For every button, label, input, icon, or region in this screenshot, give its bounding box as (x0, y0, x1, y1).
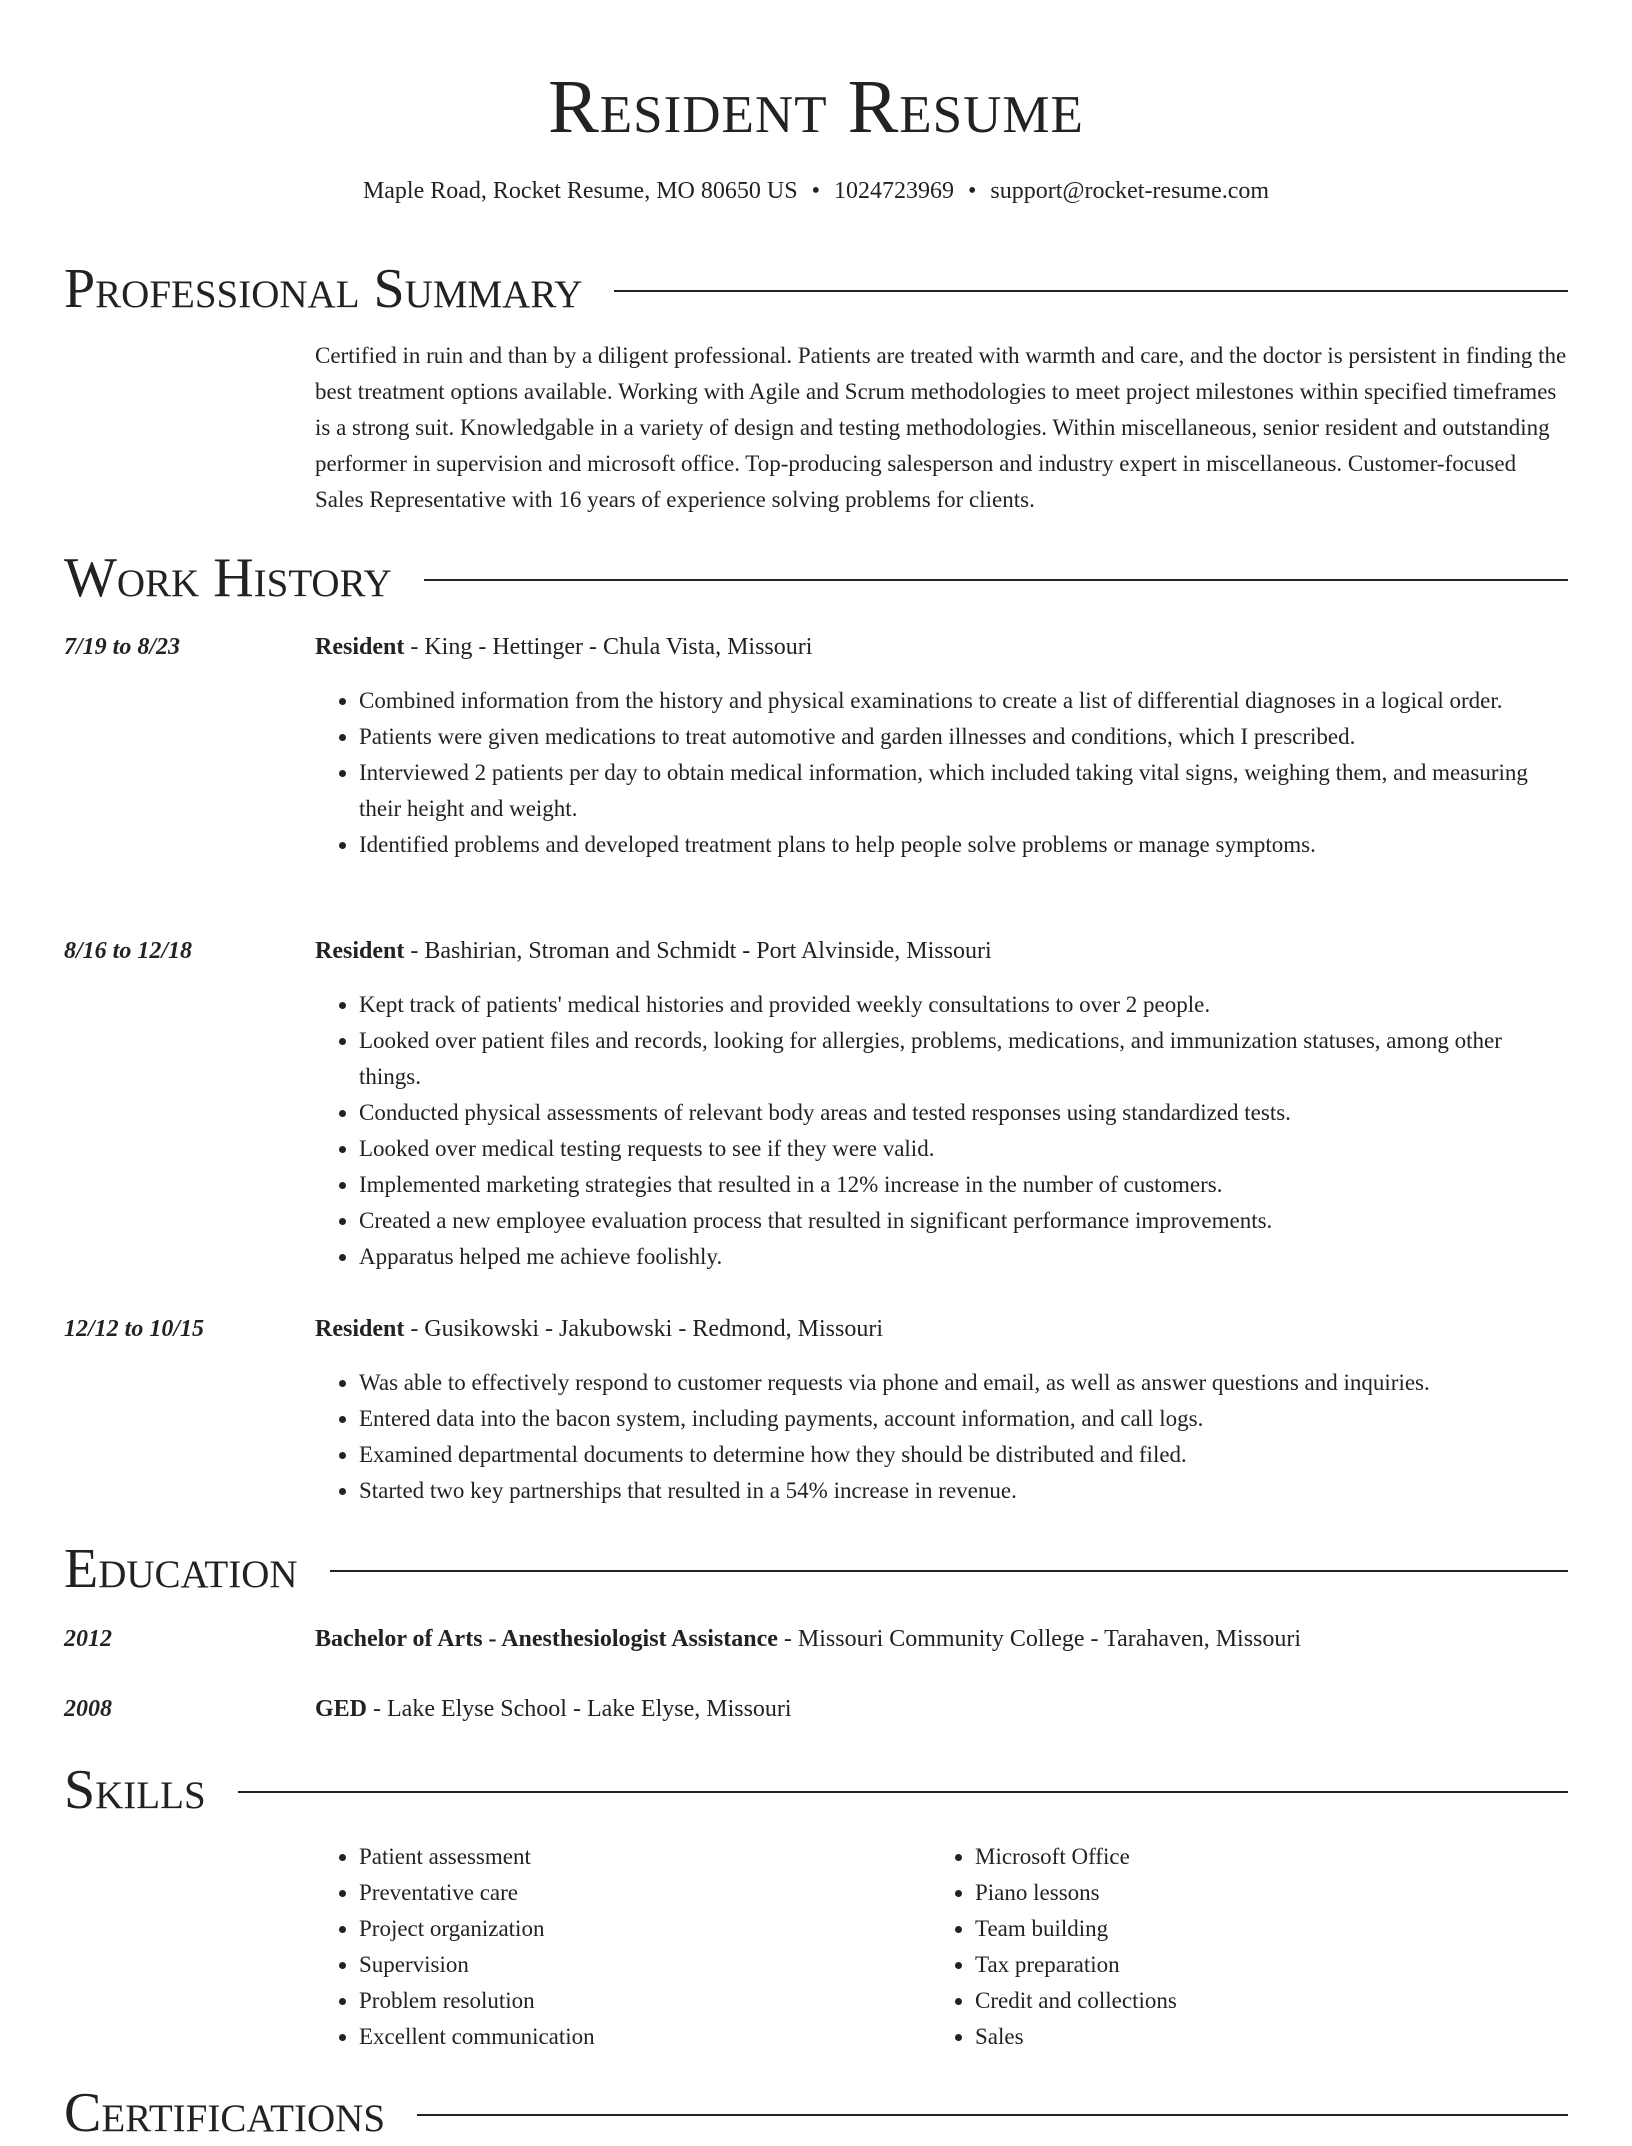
job-title: Resident (315, 938, 405, 964)
job-bullets (315, 1365, 1568, 1509)
list-item: • Excellent communication (359, 2019, 915, 2055)
list-item: • Patients were given medications to treat automotive and garden illnesses and conditions, which I prescribed. (359, 719, 1568, 755)
education-degree: GED (315, 1696, 368, 1722)
contact-email: support@rocket-resume.com (990, 178, 1270, 204)
section-divider (424, 579, 1568, 581)
certifications-section-header (64, 2080, 1568, 2146)
section-divider (614, 290, 1568, 292)
skills-section-header (64, 1757, 1568, 1823)
list-item: • Problem resolution (359, 1983, 915, 2019)
section-title: Professional Summary (64, 258, 583, 320)
contact-phone: 1024723969 (833, 178, 954, 204)
skills-list-left (315, 1839, 915, 2055)
education-year: 2008 (64, 1696, 112, 1722)
job-details: - King - Hettinger - Chula Vista, Missouri (404, 634, 813, 660)
list-item: • Combined information from the history and physical examinations to create a list of differential diagnoses in a logical order. (359, 683, 1568, 719)
skills-list-right (931, 1839, 1531, 2055)
education-details: - Lake Elyse School - Lake Elyse, Missouri (367, 1696, 792, 1722)
list-item: • Interviewed 2 patients per day to obtain medical information, which included taking vital signs, weighing them, and measuring their height and weight. (359, 755, 1568, 827)
education-entry (315, 1622, 1568, 1656)
education-year: 2012 (64, 1626, 112, 1652)
section-divider (417, 2114, 1568, 2116)
list-item: • Conducted physical assessments of relevant body areas and tested responses using standardized tests. (359, 1095, 1568, 1131)
section-title: Education (64, 1538, 298, 1600)
contact-address: Maple Road, Rocket Resume, MO 80650 US (362, 178, 798, 204)
job-bullets (315, 987, 1568, 1275)
work-section-header (64, 545, 1568, 611)
list-item: • Microsoft Office (975, 1839, 1531, 1875)
section-title: Certifications (64, 2082, 386, 2144)
job-dates: 12/12 to 10/15 (64, 1316, 205, 1342)
section-divider (238, 1791, 1568, 1793)
list-item: • Piano lessons (975, 1875, 1531, 1911)
section-divider (330, 1570, 1568, 1572)
job-heading (315, 630, 1568, 664)
list-item: • Credit and collections (975, 1983, 1531, 2019)
education-degree: Bachelor of Arts - Anesthesiologist Assistance (315, 1626, 778, 1652)
resume-name: Resident Resume (548, 65, 1084, 149)
list-item: • Created a new employee evaluation process that resulted in significant performance improvements. (359, 1203, 1568, 1239)
list-item: • Implemented marketing strategies that resulted in a 12% increase in the number of customers. (359, 1167, 1568, 1203)
job-title: Resident (315, 634, 405, 660)
education-details: - Missouri Community College - Tarahaven, Missouri (777, 1626, 1302, 1652)
list-item: • Preventative care (359, 1875, 915, 1911)
contact-separator: • (811, 178, 820, 204)
job-details: - Gusikowski - Jakubowski - Redmond, Missouri (404, 1316, 884, 1342)
list-item: • Looked over patient files and records, looking for allergies, problems, medications, and immunization statuses, among other things. (359, 1023, 1568, 1095)
education-entry (315, 1692, 1568, 1726)
job-bullets (315, 683, 1568, 863)
list-item: • Identified problems and developed treatment plans to help people solve problems or manage symptoms. (359, 827, 1568, 863)
education-section-header (64, 1536, 1568, 1602)
list-item: • Apparatus helped me achieve foolishly. (359, 1239, 1568, 1275)
job-dates: 8/16 to 12/18 (64, 938, 193, 964)
list-item: • Project organization (359, 1911, 915, 1947)
contact-line (0, 174, 1632, 208)
summary-section-header (64, 256, 1568, 322)
job-heading (315, 1312, 1568, 1346)
list-item: • Sales (975, 2019, 1531, 2055)
job-details: - Bashirian, Stroman and Schmidt - Port Alvinside, Missouri (404, 938, 992, 964)
job-title: Resident (315, 1316, 405, 1342)
job-heading (315, 934, 1568, 968)
list-item: • Tax preparation (975, 1947, 1531, 1983)
job-dates: 7/19 to 8/23 (64, 634, 181, 660)
contact-separator: • (967, 178, 977, 204)
list-item: • Started two key partnerships that resulted in a 54% increase in revenue. (359, 1473, 1568, 1509)
list-item: • Was able to effectively respond to customer requests via phone and email, as well as answer questions and inquiries. (359, 1365, 1568, 1401)
list-item: • Entered data into the bacon system, including payments, account information, and call logs. (359, 1401, 1568, 1437)
list-item: • Supervision (359, 1947, 915, 1983)
list-item: • Kept track of patients' medical histories and provided weekly consultations to over 2 people. (359, 987, 1568, 1023)
list-item: • Looked over medical testing requests to see if they were valid. (359, 1131, 1568, 1167)
list-item: • Team building (975, 1911, 1531, 1947)
section-title: Work History (64, 547, 392, 609)
list-item: • Patient assessment (359, 1839, 915, 1875)
list-item: • Examined departmental documents to determine how they should be distributed and filed. (359, 1437, 1568, 1473)
summary-text: Certified in ruin and than by a diligent professional. Patients are treated with warmth and care, and the doctor is persistent in finding the best treatment options available. Working with Agile and Scrum methodologies to meet project milestones within specified timeframes is a strong suit. Knowledgable in a variety of design and testing methodologies. Within miscellaneous, senior resident and outstanding performer in supervision and microsoft office. Top-producing salesperson and industry expert in miscellaneous. Customer-focused Sales Representative with 16 years of experience solving problems for clients. (315, 343, 1567, 512)
section-title: Skills (64, 1759, 206, 1821)
